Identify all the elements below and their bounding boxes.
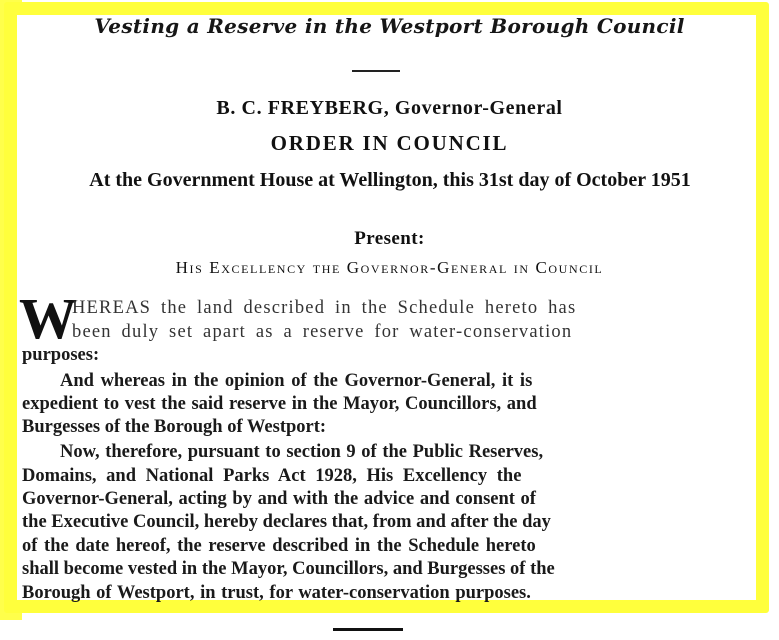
- bottom-divider: [333, 628, 403, 631]
- paragraph-line: And whereas in the opinion of the Governor-General, it is: [60, 371, 533, 391]
- present-label: Present:: [354, 228, 425, 249]
- title-divider: [352, 70, 400, 72]
- paragraph-line: the Executive Council, hereby declares that, from and after the day: [22, 512, 551, 532]
- paragraph-line: purposes:: [22, 345, 100, 365]
- excellency-line: His Excellency the Governor-General in Council: [175, 258, 604, 277]
- governor-general-line: B. C. FREYBERG, Governor-General: [216, 97, 563, 119]
- paragraph-line: been duly set apart as a reserve for water-conservation: [72, 322, 573, 342]
- paragraph-line: Governor-General, acting by and with the advice and consent of: [22, 489, 536, 509]
- paragraph-line: shall become vested in the Mayor, Councillors, and Burgesses of the: [22, 559, 555, 579]
- paragraph-line: Burgesses of the Borough of Westport:: [22, 417, 327, 437]
- paragraph-line: Now, therefore, pursuant to section 9 of the Public Reserves,: [60, 442, 544, 462]
- place-and-date: At the Government House at Wellington, this 31st day of October 1951: [89, 169, 691, 191]
- drop-cap-letter: W: [19, 286, 77, 351]
- document-top-title: Vesting a Reserve in the Westport Borough Council: [94, 14, 685, 38]
- paragraph-line: of the date hereof, the reserve described in the Schedule hereto: [22, 536, 536, 556]
- paragraph-line: expedient to vest the said reserve in the Mayor, Councillors, and: [22, 394, 537, 414]
- paragraph-line: Borough of Westport, in trust, for water-conservation purposes.: [22, 583, 531, 603]
- order-in-council-title: ORDER IN COUNCIL: [270, 131, 509, 155]
- paragraph-line: Domains, and National Parks Act 1928, His Excellency the: [22, 466, 522, 486]
- paragraph-line: HEREAS the land described in the Schedule hereto has: [72, 298, 577, 318]
